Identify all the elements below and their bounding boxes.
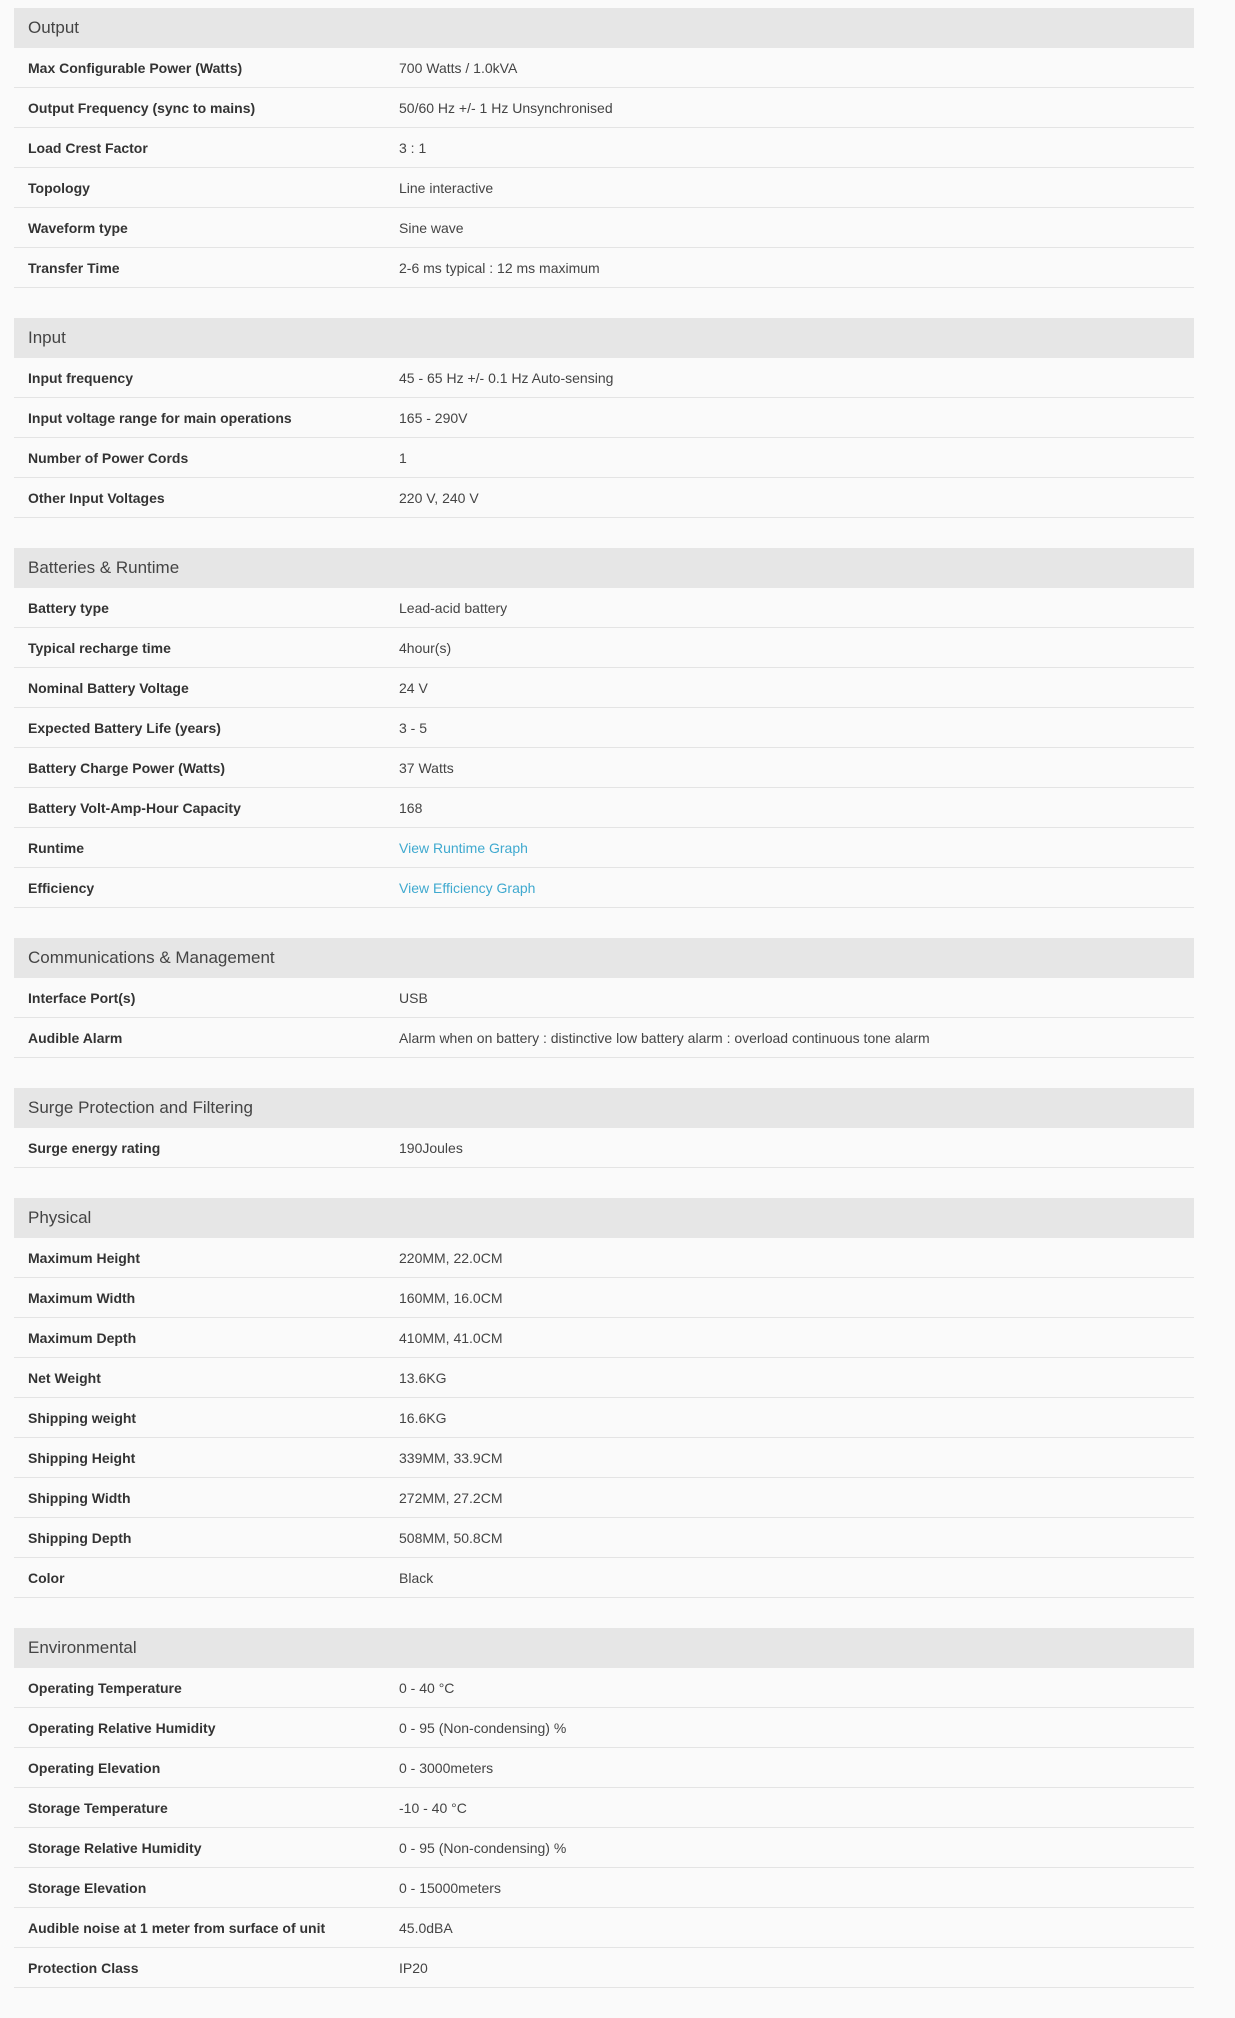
spec-value: 272MM, 27.2CM — [399, 1489, 503, 1506]
spec-row — [14, 668, 1194, 708]
spec-row — [14, 1788, 1194, 1828]
spec-value: 37 Watts — [399, 759, 454, 776]
spec-label: Maximum Width — [28, 1289, 136, 1306]
spec-row — [14, 978, 1194, 1018]
spec-label: Operating Relative Humidity — [28, 1719, 216, 1736]
spec-label: Typical recharge time — [28, 639, 171, 656]
spec-row — [14, 438, 1194, 478]
section-header: Surge Protection and Filtering — [14, 1088, 1194, 1128]
spec-label: Surge energy rating — [28, 1139, 161, 1156]
spec-value: -10 - 40 °C — [399, 1799, 467, 1816]
spec-value-link[interactable]: View Efficiency Graph — [399, 879, 536, 896]
spec-value: USB — [399, 989, 428, 1006]
spec-value: 4hour(s) — [399, 639, 452, 656]
spec-row — [14, 828, 1194, 868]
spec-label: Battery type — [28, 599, 109, 616]
spec-section — [14, 1628, 1194, 1988]
spec-row — [14, 1438, 1194, 1478]
spec-label: Operating Elevation — [28, 1759, 161, 1776]
spec-label: Interface Port(s) — [28, 989, 136, 1006]
spec-row — [14, 1748, 1194, 1788]
spec-section — [14, 1198, 1194, 1598]
spec-value: Line interactive — [399, 179, 494, 196]
spec-row — [14, 88, 1194, 128]
spec-row — [14, 1478, 1194, 1518]
spec-value: Sine wave — [399, 219, 464, 236]
spec-value: 3 - 5 — [399, 719, 428, 736]
spec-label: Input voltage range for main operations — [28, 409, 292, 426]
spec-value: 16.6KG — [399, 1409, 447, 1426]
spec-label: Shipping Height — [28, 1449, 136, 1466]
spec-label: Color — [28, 1569, 65, 1586]
spec-value: 24 V — [399, 679, 428, 696]
spec-value: Black — [399, 1569, 434, 1586]
spec-value: 1 — [399, 449, 407, 466]
spec-value: 508MM, 50.8CM — [399, 1529, 503, 1546]
spec-section — [14, 318, 1194, 518]
spec-label: Input frequency — [28, 369, 134, 386]
spec-row — [14, 788, 1194, 828]
spec-value-link[interactable]: View Runtime Graph — [399, 839, 528, 856]
spec-section — [14, 1088, 1194, 1168]
spec-row — [14, 1868, 1194, 1908]
spec-value: 2-6 ms typical : 12 ms maximum — [399, 259, 600, 276]
spec-label: Storage Relative Humidity — [28, 1839, 202, 1856]
spec-value: 339MM, 33.9CM — [399, 1449, 503, 1466]
section-header: Communications & Management — [14, 938, 1194, 978]
spec-label: Audible Alarm — [28, 1029, 123, 1046]
spec-value: 0 - 95 (Non-condensing) % — [399, 1719, 567, 1736]
spec-row — [14, 208, 1194, 248]
section-header: Physical — [14, 1198, 1194, 1238]
spec-value: IP20 — [399, 1959, 428, 1976]
spec-value: 50/60 Hz +/- 1 Hz Unsynchronised — [399, 99, 613, 116]
spec-row — [14, 1128, 1194, 1168]
spec-label: Storage Elevation — [28, 1879, 147, 1896]
spec-label: Load Crest Factor — [28, 139, 148, 156]
spec-value: 190Joules — [399, 1139, 463, 1156]
spec-row — [14, 1558, 1194, 1598]
spec-sheet — [14, 8, 1194, 2018]
spec-label: Max Configurable Power (Watts) — [28, 59, 243, 76]
section-header: Batteries & Runtime — [14, 548, 1194, 588]
section-header: Input — [14, 318, 1194, 358]
spec-value: 45 - 65 Hz +/- 0.1 Hz Auto-sensing — [399, 369, 614, 386]
spec-label: Battery Volt-Amp-Hour Capacity — [28, 799, 241, 816]
spec-label: Storage Temperature — [28, 1799, 168, 1816]
spec-row — [14, 1318, 1194, 1358]
spec-row — [14, 1358, 1194, 1398]
spec-row — [14, 248, 1194, 288]
spec-label: Shipping Depth — [28, 1529, 132, 1546]
spec-label: Efficiency — [28, 879, 95, 896]
spec-label: Topology — [28, 179, 90, 196]
spec-value: 3 : 1 — [399, 139, 427, 156]
spec-row — [14, 1668, 1194, 1708]
spec-row — [14, 628, 1194, 668]
spec-label: Number of Power Cords — [28, 449, 189, 466]
spec-row — [14, 1278, 1194, 1318]
spec-value: 45.0dBA — [399, 1919, 453, 1936]
spec-row — [14, 168, 1194, 208]
spec-label: Nominal Battery Voltage — [28, 679, 189, 696]
spec-section — [14, 938, 1194, 1058]
spec-label: Runtime — [28, 839, 84, 856]
spec-row — [14, 1238, 1194, 1278]
spec-row — [14, 1708, 1194, 1748]
spec-label: Waveform type — [28, 219, 128, 236]
spec-value: Alarm when on battery : distinctive low battery alarm : overload continuous tone alarm — [399, 1029, 930, 1046]
spec-value: 168 — [399, 799, 423, 816]
spec-label: Maximum Height — [28, 1249, 141, 1266]
spec-section — [14, 548, 1194, 908]
spec-row — [14, 358, 1194, 398]
spec-value: 410MM, 41.0CM — [399, 1329, 503, 1346]
spec-row — [14, 1398, 1194, 1438]
spec-label: Maximum Depth — [28, 1329, 137, 1346]
spec-label: Transfer Time — [28, 259, 120, 276]
spec-value: 220MM, 22.0CM — [399, 1249, 503, 1266]
spec-row — [14, 708, 1194, 748]
spec-value: 0 - 15000meters — [399, 1879, 501, 1896]
spec-label: Other Input Voltages — [28, 489, 165, 506]
spec-label: Expected Battery Life (years) — [28, 719, 221, 736]
spec-label: Protection Class — [28, 1959, 139, 1976]
spec-row — [14, 478, 1194, 518]
section-header: Environmental — [14, 1628, 1194, 1668]
spec-value: 13.6KG — [399, 1369, 447, 1386]
spec-value: 220 V, 240 V — [399, 489, 479, 506]
spec-row — [14, 398, 1194, 438]
spec-value: 0 - 95 (Non-condensing) % — [399, 1839, 567, 1856]
spec-row — [14, 1828, 1194, 1868]
spec-row — [14, 588, 1194, 628]
spec-row — [14, 48, 1194, 88]
spec-value: 165 - 290V — [399, 409, 468, 426]
spec-value: Lead-acid battery — [399, 599, 508, 616]
spec-section — [14, 8, 1194, 288]
spec-row — [14, 748, 1194, 788]
spec-label: Operating Temperature — [28, 1679, 182, 1696]
spec-row — [14, 1908, 1194, 1948]
spec-value: 0 - 3000meters — [399, 1759, 494, 1776]
spec-row — [14, 1948, 1194, 1988]
spec-value: 160MM, 16.0CM — [399, 1289, 503, 1306]
spec-label: Shipping weight — [28, 1409, 137, 1426]
spec-label: Battery Charge Power (Watts) — [28, 759, 226, 776]
spec-row — [14, 1518, 1194, 1558]
section-header: Output — [14, 8, 1194, 48]
spec-label: Net Weight — [28, 1369, 101, 1386]
spec-value: 700 Watts / 1.0kVA — [399, 59, 518, 76]
spec-value: 0 - 40 °C — [399, 1679, 455, 1696]
spec-label: Output Frequency (sync to mains) — [28, 99, 256, 116]
spec-row — [14, 128, 1194, 168]
spec-label: Shipping Width — [28, 1489, 131, 1506]
spec-row — [14, 1018, 1194, 1058]
spec-row — [14, 868, 1194, 908]
spec-label: Audible noise at 1 meter from surface of unit — [28, 1919, 326, 1936]
